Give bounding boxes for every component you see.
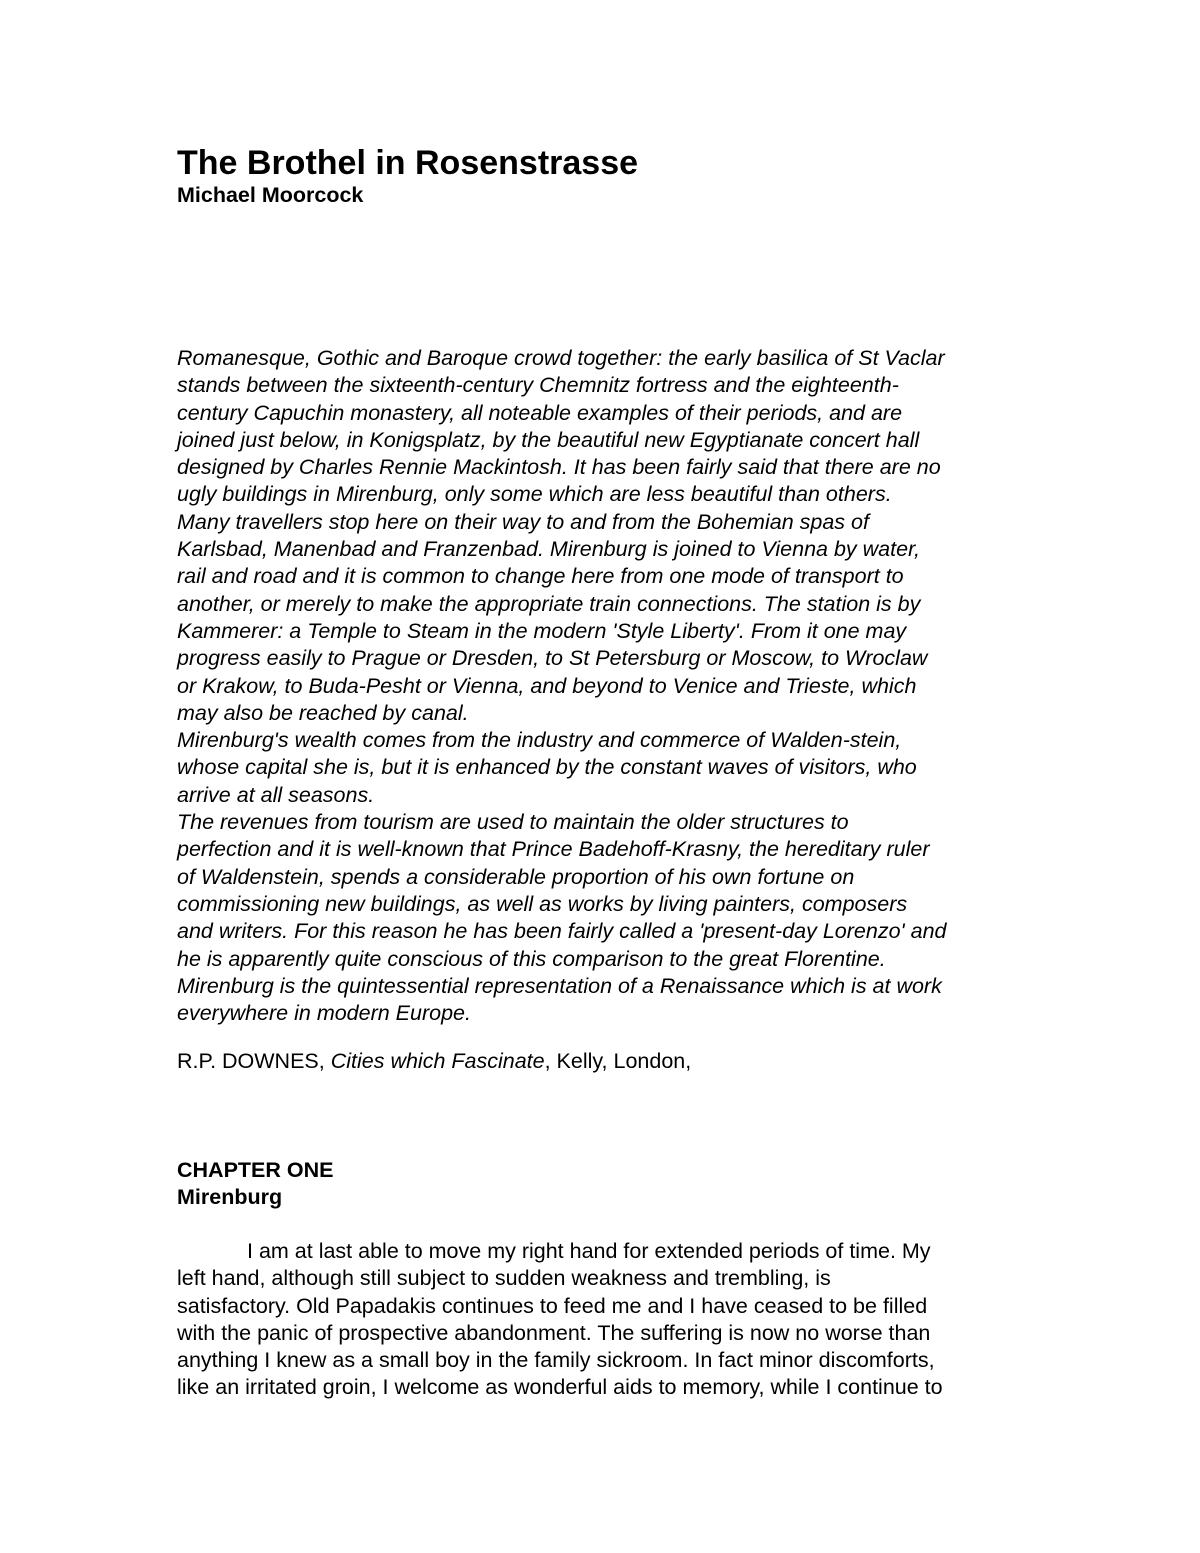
epigraph-line: another, or merely to make the appropriate train connections. The station is by	[177, 591, 921, 616]
epigraph-line: joined just below, in Konigsplatz, by the beautiful new Egyptianate concert hall	[177, 427, 920, 452]
body-line: anything I knew as a small boy in the family sickroom. In fact minor discomforts,	[177, 1348, 935, 1373]
epigraph-line: or Krakow, to Buda-Pesht or Vienna, and beyond to Venice and Trieste, which	[177, 673, 917, 698]
epigraph-line: of Waldenstein, spends a considerable proportion of his own fortune on	[177, 864, 855, 889]
epigraph-paragraph	[177, 809, 1037, 1027]
epigraph-line: ugly buildings in Mirenburg, only some which are less beautiful than others.	[177, 482, 892, 507]
epigraph-line: and writers. For this reason he has been fairly called a 'present-day Lorenzo' and	[177, 919, 947, 944]
body-line: I am at last able to move my right hand for extended periods of time. My	[247, 1239, 931, 1263]
epigraph-line: Many travellers stop here on their way to and from the Bohemian spas of	[177, 509, 869, 534]
epigraph-line: The revenues from tourism are used to maintain the older structures to	[177, 810, 849, 835]
epigraph-paragraph	[177, 727, 1037, 809]
document-author: Michael Moorcock	[177, 183, 364, 207]
epigraph-line: everywhere in modern Europe.	[177, 1001, 471, 1026]
epigraph-line: century Capuchin monastery, all noteable examples of their periods, and are	[177, 400, 903, 425]
body-line: left hand, although still subject to sudden weakness and trembling, is	[177, 1266, 831, 1291]
body-paragraph	[177, 1238, 1037, 1402]
document-title: The Brothel in Rosenstrasse	[177, 144, 639, 182]
epigraph-line: Mirenburg is the quintessential representation of a Renaissance which is at work	[177, 973, 942, 998]
body-line: like an irritated groin, I welcome as wonderful aids to memory, while I continue to	[177, 1375, 943, 1400]
epigraph-line: commissioning new buildings, as well as works by living painters, composers	[177, 891, 908, 916]
citation-author: R.P. DOWNES,	[177, 1049, 331, 1073]
body-line: with the panic of prospective abandonment. The suffering is now no worse than	[177, 1320, 931, 1345]
epigraph-paragraph	[177, 345, 1037, 727]
epigraph-citation	[177, 1048, 691, 1075]
epigraph-line: Karlsbad, Manenbad and Franzenbad. Mirenburg is joined to Vienna by water,	[177, 537, 921, 562]
epigraph-line: arrive at all seasons.	[177, 782, 375, 807]
chapter-title: Mirenburg	[177, 1185, 283, 1209]
epigraph-line: perfection and it is well-known that Prince Badehoff-Krasny, the hereditary ruler	[177, 837, 930, 862]
epigraph-line: he is apparently quite conscious of this comparison to the great Florentine.	[177, 946, 886, 971]
epigraph-line: Romanesque, Gothic and Baroque crowd together: the early basilica of St Vaclar	[177, 346, 945, 370]
epigraph-line: Kammerer: a Temple to Steam in the modern 'Style Liberty'. From it one may	[177, 618, 907, 643]
epigraph-line: progress easily to Prague or Dresden, to St Petersburg or Moscow, to Wroclaw	[177, 646, 928, 671]
chapter-number: CHAPTER ONE	[177, 1158, 334, 1182]
epigraph	[177, 345, 1037, 1027]
epigraph-line: whose capital she is, but it is enhanced by the constant waves of visitors, who	[177, 755, 917, 780]
epigraph-line: rail and road and it is common to change here from one mode of transport to	[177, 564, 904, 589]
body-line: satisfactory. Old Papadakis continues to feed me and I have ceased to be filled	[177, 1293, 928, 1318]
epigraph-line: may also be reached by canal.	[177, 700, 469, 725]
citation-publisher: , Kelly, London,	[544, 1049, 692, 1073]
citation-work-title: Cities which Fascinate	[330, 1049, 545, 1073]
epigraph-line: designed by Charles Rennie Mackintosh. It has been fairly said that there are no	[177, 455, 941, 480]
epigraph-line: stands between the sixteenth-century Chemnitz fortress and the eighteenth-	[177, 373, 899, 398]
epigraph-line: Mirenburg's wealth comes from the industry and commerce of Walden-stein,	[177, 728, 902, 753]
